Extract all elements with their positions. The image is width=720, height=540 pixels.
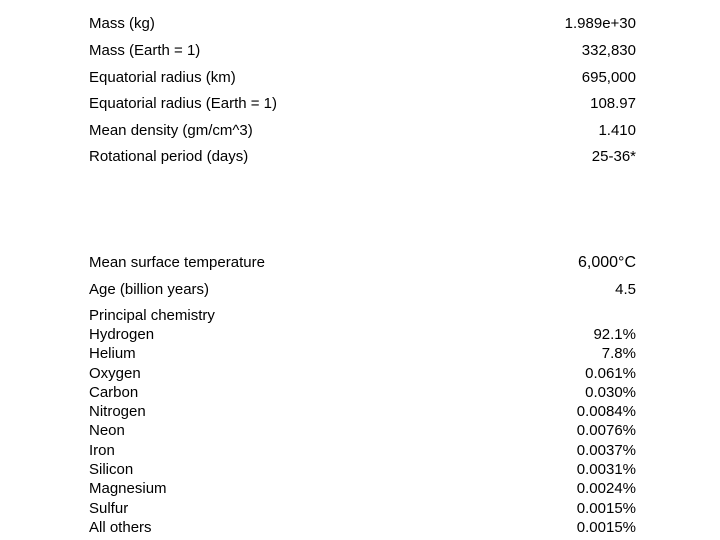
element-name: Sulfur xyxy=(89,499,129,517)
element-name: Iron xyxy=(89,441,115,459)
element-name: Nitrogen xyxy=(89,403,146,421)
element-percentage: 0.0084% xyxy=(576,403,636,421)
element-percentage: 0.030% xyxy=(585,383,636,401)
chemistry-heading: Principal chemistry xyxy=(89,307,215,324)
element-name: Helium xyxy=(89,345,136,363)
chemistry-row-helium xyxy=(89,344,636,363)
property-row-rotational-period xyxy=(89,147,636,167)
property-value: 4.5 xyxy=(615,281,636,298)
chemistry-row-silicon xyxy=(89,460,636,479)
property-label: Mass (Earth = 1) xyxy=(89,42,201,59)
element-percentage: 0.0015% xyxy=(576,499,636,517)
chemistry-row-nitrogen xyxy=(89,402,636,421)
element-name: All others xyxy=(89,518,152,536)
element-name: Oxygen xyxy=(89,364,141,382)
chemistry-list xyxy=(89,325,636,537)
property-row-radius-earth xyxy=(89,94,636,114)
property-label: Equatorial radius (Earth = 1) xyxy=(89,95,278,112)
element-percentage: 0.0037% xyxy=(576,441,636,459)
element-name: Hydrogen xyxy=(89,326,155,343)
property-row-radius-km xyxy=(89,68,636,88)
chemistry-row-sulfur xyxy=(89,499,636,518)
property-value: 332,830 xyxy=(581,42,636,59)
element-percentage: 0.0015% xyxy=(576,518,636,536)
element-percentage: 0.0031% xyxy=(576,461,636,479)
property-value: 25-36* xyxy=(591,148,636,165)
element-percentage: 7.8% xyxy=(601,345,636,363)
element-name: Carbon xyxy=(89,383,139,401)
element-percentage: 0.061% xyxy=(585,364,636,382)
property-row-mass-kg xyxy=(89,14,636,34)
element-name: Magnesium xyxy=(89,480,167,498)
property-value: 695,000 xyxy=(581,69,636,86)
property-label: Equatorial radius (km) xyxy=(89,69,236,86)
property-value: 1.989e+30 xyxy=(564,15,636,32)
chemistry-row-carbon xyxy=(89,383,636,402)
chemistry-row-oxygen xyxy=(89,364,636,383)
chemistry-row-neon xyxy=(89,421,636,440)
property-row-surface-temperature xyxy=(89,253,636,273)
element-name: Neon xyxy=(89,422,125,440)
chemistry-row-iron xyxy=(89,441,636,460)
property-row-mean-density xyxy=(89,121,636,141)
property-label: Mean surface temperature xyxy=(89,254,265,271)
property-value: 108.97 xyxy=(590,95,636,112)
property-label: Age (billion years) xyxy=(89,281,210,298)
element-name: Silicon xyxy=(89,461,134,479)
element-percentage: 0.0076% xyxy=(576,422,636,440)
chemistry-row-all-others xyxy=(89,518,636,537)
property-label: Mass (kg) xyxy=(89,15,155,32)
property-row-age xyxy=(89,280,636,300)
property-row-mass-earth xyxy=(89,41,636,61)
element-percentage: 92.1% xyxy=(593,326,636,343)
chemistry-row-magnesium xyxy=(89,479,636,498)
chemistry-row-hydrogen xyxy=(89,325,636,344)
property-label: Rotational period (days) xyxy=(89,148,249,165)
property-value: 1.410 xyxy=(598,122,636,139)
property-label: Mean density (gm/cm^3) xyxy=(89,122,253,139)
property-value: 6,000°C xyxy=(578,254,636,271)
element-percentage: 0.0024% xyxy=(576,480,636,498)
